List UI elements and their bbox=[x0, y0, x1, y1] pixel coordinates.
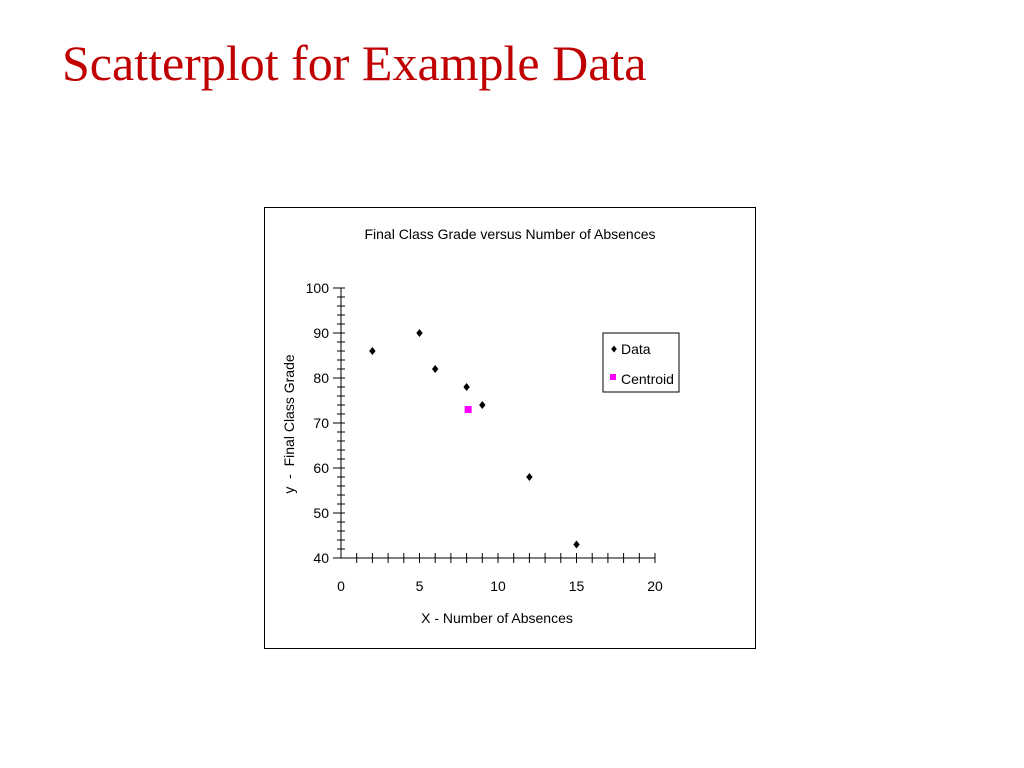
data-marks bbox=[369, 329, 580, 549]
centroid-point bbox=[465, 406, 472, 413]
data-point bbox=[463, 383, 469, 391]
slide-title: Scatterplot for Example Data bbox=[62, 35, 647, 91]
y-tick-label: 100 bbox=[305, 280, 329, 296]
legend bbox=[603, 333, 679, 392]
data-point bbox=[479, 401, 485, 409]
data-point bbox=[369, 347, 375, 355]
data-point bbox=[432, 365, 438, 373]
y-axis-label: y - Final Class Grade bbox=[281, 354, 297, 494]
legend-centroid-marker bbox=[610, 374, 616, 380]
x-tick-label: 0 bbox=[337, 578, 345, 594]
y-tick-label: 80 bbox=[313, 370, 329, 386]
x-tick-label: 5 bbox=[415, 578, 424, 594]
legend-centroid-label: Centroid bbox=[621, 371, 674, 387]
axes bbox=[306, 280, 663, 594]
y-tick-label: 90 bbox=[313, 325, 329, 341]
y-tick-label: 40 bbox=[313, 550, 329, 566]
chart-title: Final Class Grade versus Number of Absences bbox=[364, 226, 656, 242]
data-point bbox=[526, 473, 532, 481]
data-point bbox=[573, 541, 579, 549]
x-tick-label: 20 bbox=[647, 578, 663, 594]
y-tick-label: 60 bbox=[313, 460, 329, 476]
y-tick-label: 50 bbox=[313, 505, 329, 521]
data-point bbox=[416, 329, 422, 337]
y-tick-label: 70 bbox=[313, 415, 329, 431]
legend-data-label: Data bbox=[621, 341, 651, 357]
x-tick-label: 10 bbox=[490, 578, 506, 594]
x-axis-label: X - Number of Absences bbox=[421, 610, 573, 626]
x-tick-label: 15 bbox=[568, 578, 585, 594]
